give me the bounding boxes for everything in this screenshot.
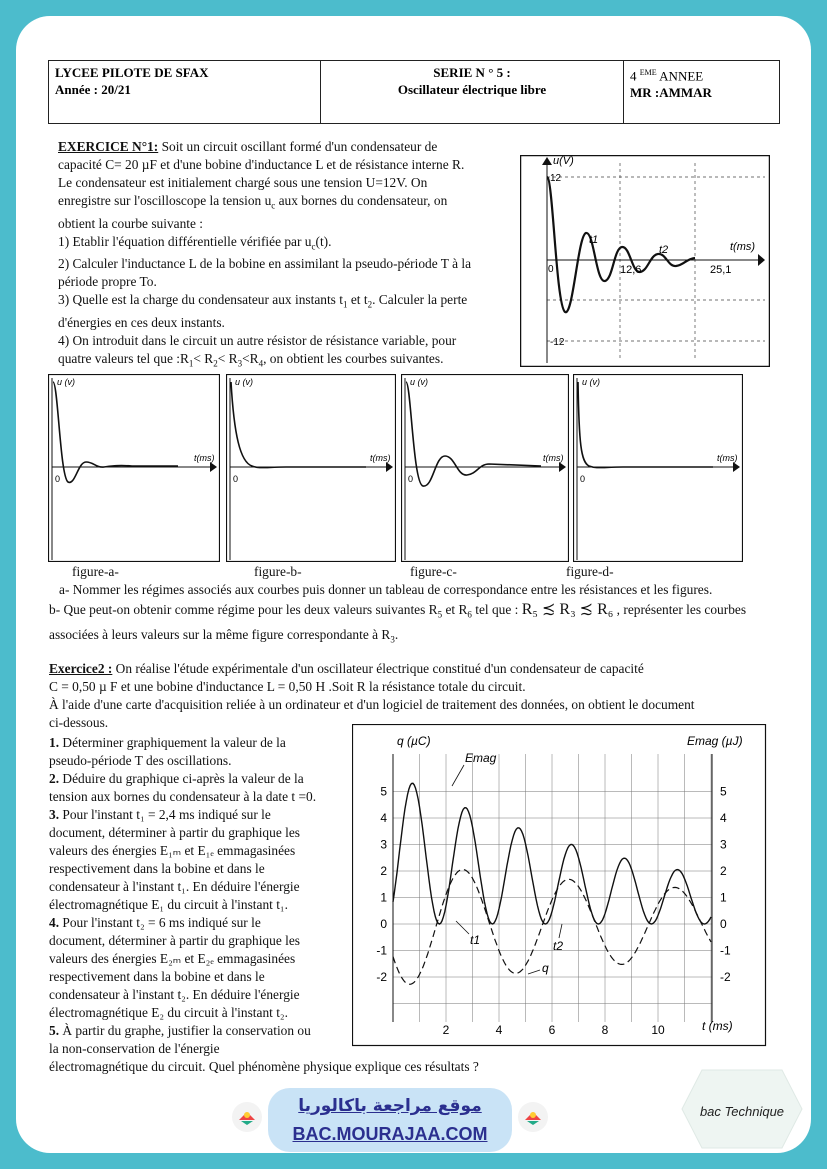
figure-b-caption: figure-b- (254, 564, 302, 579)
figure-frame (227, 375, 396, 562)
figure-zero: 0 (580, 474, 586, 484)
figure-a-graph (48, 374, 220, 562)
right-tick: 0 (720, 917, 727, 931)
x-tick: 6 (548, 1023, 556, 1037)
left-logo-icon (232, 1102, 262, 1132)
oscilloscope-y-label: u(V) (553, 155, 574, 167)
exercise2-questions (49, 734, 349, 1058)
oscilloscope-frame (521, 156, 770, 367)
figure-c-graph (401, 374, 569, 562)
resistance-relation: R₅ ≾ R₃ ≾ R₆ (521, 601, 614, 618)
exercise2-line: valeurs des énergies E₁ₘ et E₁ₑ emmagasinées (49, 843, 296, 858)
class-level: 4 $^{EME}$ ANNEE (630, 68, 704, 84)
exercise2-line: pseudo-période T des oscillations. (49, 753, 232, 768)
exercise2-line: 5. À partir du graphe, justifier la conservation ou (49, 1023, 311, 1038)
question-a: a- Nommer les régimes associés aux courbes puis donner un tableau de correspondance entre les résistances et les figures. (59, 582, 713, 597)
left-tick: -2 (376, 970, 387, 984)
figure-zero: 0 (55, 474, 61, 484)
exercise2-line: respectivement dans la bobine et dans le (49, 861, 265, 876)
figure-t-label: t(ms) (543, 453, 564, 463)
x-tick: 8 (601, 1023, 609, 1037)
figure-a-caption: figure-a- (72, 564, 119, 579)
exercise2-line: condensateur à l'instant t₂. En déduire l'énergie (49, 987, 300, 1002)
x-tick: 4 (495, 1023, 503, 1037)
exercise2-line: électromagnétique E₂ du circuit à l'instant t₂. (49, 1005, 288, 1020)
figure-y-label: u (v) (57, 377, 75, 387)
exercise2-line: document, déterminer à partir du graphique les (49, 825, 300, 840)
right-tick: 3 (720, 837, 727, 852)
exercise2-line: document, déterminer à partir du graphique les (49, 933, 300, 948)
exercise2-line: 2. Déduire du graphique ci-après la valeur de la (49, 771, 304, 786)
exercise2-last-line: électromagnétique du circuit. Quel phénomène physique explique ces résultats ? (49, 1059, 479, 1074)
footer-site-link[interactable]: BAC.MOURAJAA.COM (292, 1124, 488, 1144)
figure-frame (49, 375, 220, 562)
exercise2-line: 4. Pour l'instant t₂ = 6 ms indiqué sur le (49, 915, 261, 930)
badge-text: bac Technique (699, 1104, 785, 1119)
header-school-cell (49, 61, 321, 123)
exercise2-line: 1. Déterminer graphiquement la valeur de la (49, 735, 286, 750)
school-year: Année : 20/21 (55, 82, 131, 97)
energy-charge-graph (352, 724, 767, 1047)
right-tick: 5 (720, 784, 727, 799)
right-tick: 2 (720, 864, 727, 878)
exercise2-title: Exercice2 : (49, 661, 113, 676)
figure-d-graph (573, 374, 743, 562)
figure-c-caption: figure-c- (410, 564, 457, 579)
header-level-cell (624, 61, 779, 123)
right-tick: 4 (720, 811, 727, 825)
graph2-left-label: q (µC) (397, 734, 431, 748)
left-tick: 4 (380, 811, 387, 825)
graph2-t2-label: t2 (553, 939, 564, 953)
left-tick: 2 (380, 864, 387, 878)
right-logo-icon (518, 1102, 548, 1132)
teacher-name: MR :AMMAR (630, 85, 712, 101)
exercise2-line: valeurs des énergies E₂ₘ et E₂ₑ emmagasinées (49, 951, 296, 966)
figure-y-label: u (v) (582, 377, 600, 387)
header-series-cell (321, 61, 624, 123)
figure-b-graph (226, 374, 396, 562)
oscilloscope-origin: 0 (548, 264, 554, 275)
exercise1-questions-ab: a- Nommer les régimes associés aux courbes puis donner un tableau de correspondance entre les résistances et les figures. b- Que peut-on obtenir comme régime pour les deux valeurs suivantes $R_5$ et $R_6$ tel que : R₅ ≾ R₃ ≾ R₆ , représenter les courbes associées à leurs valeurs sur la même figure correspondante à $R_3$. (49, 581, 789, 648)
figure-zero: 0 (233, 474, 239, 484)
oscilloscope-t-label: t(ms) (730, 241, 756, 253)
left-tick: 5 (380, 784, 387, 799)
graph2-emag-label: Emag (465, 751, 497, 765)
graph2-x-label: t (ms) (702, 1019, 733, 1033)
left-tick: 3 (380, 837, 387, 852)
exercise2-line: respectivement dans la bobine et dans le (49, 969, 265, 984)
oscilloscope-t2: t2 (659, 244, 669, 256)
oscilloscope-tick-1: 12,6 (620, 264, 642, 276)
bac-technique-badge (680, 1066, 804, 1152)
exercise2-line: condensateur à l'instant t₁. En déduire l'énergie (49, 879, 300, 894)
exercise2-line: électromagnétique E₁ du circuit à l'instant t₁. (49, 897, 288, 912)
oscilloscope-y-max: 12 (550, 173, 562, 184)
oscilloscope-y-min: -12 (550, 337, 565, 348)
figure-zero: 0 (408, 474, 414, 484)
exercise1-text: EXERCICE N°1: Soit un circuit oscillant formé d'un condensateur de capacité C= 20 µF et d'une bobine d'inductance L et de résistance interne R. Le condensateur est initialement chargé sous une tension U=12V. On enregistre sur l'oscilloscope la tension $u_c$ aux bornes du condensateur, on obtient la courbe suivante : 1) Etablir l'équation différentielle vérifiée par $u_c(t)$. 2) Calculer l'inductance L de la bobine en assimilant la pseudo-période T à la période propre To. 3) Quelle est la charge du condensateur aux instants $t_1$ et $t_2$. Calculer la perte d'énergies en ces deux instants. 4) On introduit dans le circuit un autre résistor de résistance variable, pour quatre valeurs tel que $:R_1< R_2< R_3<R_4$, on obtient les courbes suivantes. (58, 139, 472, 369)
left-tick: 1 (380, 890, 387, 905)
exercise2-line: la non-conservation de l'énergie (49, 1041, 220, 1056)
right-tick: -2 (720, 970, 731, 984)
figure-t-label: t(ms) (194, 453, 215, 463)
header-table (48, 60, 780, 124)
exercise2-line: tension aux bornes du condensateur à la date t =0. (49, 789, 317, 804)
graph2-t1-label: t1 (470, 933, 481, 947)
exercise2-intro: Exercice2 : On réalise l'étude expérimentale d'un oscillateur électrique constitué d'un condensateur de capacité C = 0,50 µ F et une bobine d'inductance L = 0,50 H .Soit R la résistance totale du circuit. À l'aide d'une carte d'acquisition reliée à un ordinateur et d'un logiciel de traitement des données, on obtient le document ci-dessous. (49, 661, 695, 730)
exercise2-line: 3. Pour l'instant t₁ = 2,4 ms indiqué sur le (49, 807, 271, 822)
graph2-right-label: Emag (µJ) (687, 734, 743, 748)
left-tick: -1 (376, 943, 387, 958)
figure-d-caption: figure-d- (566, 564, 614, 579)
left-tick: 0 (380, 917, 387, 931)
figure-y-label: u (v) (235, 377, 253, 387)
figure-frame (402, 375, 569, 562)
graph2-q-label: q (542, 961, 549, 975)
right-tick: 1 (720, 890, 727, 905)
oscilloscope-graph (520, 155, 770, 367)
oscilloscope-tick-2: 25,1 (710, 264, 732, 276)
x-tick: 2 (442, 1023, 450, 1037)
oscilloscope-t1: t1 (589, 234, 599, 246)
exercise1-title: EXERCICE N°1: (58, 139, 159, 154)
figure-t-label: t(ms) (370, 453, 391, 463)
question-b: b- Que peut-on obtenir comme régime pour les deux valeurs suivantes $R_5$ et $R_6$ tel que : R₅ ≾ R₃ ≾ R₆ , représenter les courbes (49, 601, 747, 620)
x-tick: 10 (651, 1023, 665, 1037)
graph2-frame (353, 725, 766, 1046)
right-tick: -1 (720, 943, 731, 958)
figure-t-label: t(ms) (717, 453, 738, 463)
footer-arabic: موقع مراجعة باكالوريا (298, 1096, 482, 1116)
figure-y-label: u (v) (410, 377, 428, 387)
series-number: SERIE N ° 5 : (433, 65, 511, 80)
school-name: LYCEE PILOTE DE SFAX (55, 65, 209, 80)
series-topic: Oscillateur électrique libre (397, 82, 547, 97)
